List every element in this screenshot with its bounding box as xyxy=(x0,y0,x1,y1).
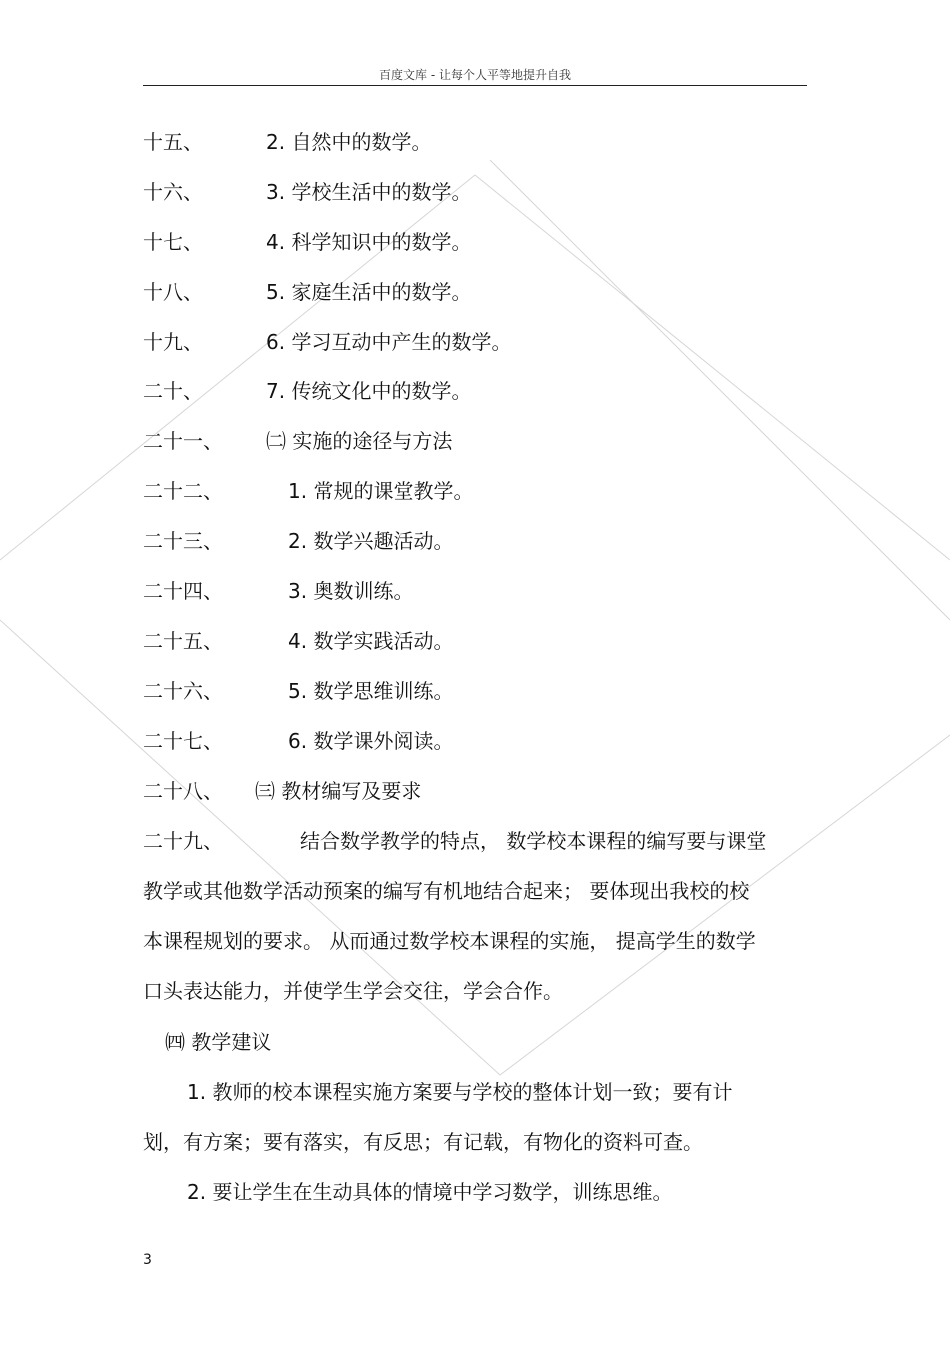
outline-row-12 xyxy=(143,679,453,703)
outline-number: 二十、 xyxy=(143,379,203,403)
outline-text: 4. 数学实践活动。 xyxy=(288,629,454,653)
outline-number: 二十九、 xyxy=(143,829,223,853)
outline-row-10 xyxy=(143,579,413,603)
outline-text: 6. 数学课外阅读。 xyxy=(288,729,454,753)
suggestion-line: 1. 教师的校本课程实施方案要与学校的整体计划一致；要有计 xyxy=(187,1080,733,1104)
outline-number: 十七、 xyxy=(143,230,203,254)
outline-text: ㈢ 教材编写及要求 xyxy=(255,779,422,803)
outline-number: 二十二、 xyxy=(143,479,223,503)
outline-number: 二十一、 xyxy=(143,429,223,453)
paragraph-line: 口头表达能力，并使学生学会交往，学会合作。 xyxy=(143,979,563,1003)
outline-row-4 xyxy=(143,280,471,304)
outline-text: 6. 学习互动中产生的数学。 xyxy=(266,330,512,354)
suggestion-line: 2. 要让学生在生动具体的情境中学习数学，训练思维。 xyxy=(187,1180,673,1204)
outline-text: 4. 科学知识中的数学。 xyxy=(266,230,472,254)
outline-number: 十九、 xyxy=(143,330,203,354)
outline-text: 5. 数学思维训练。 xyxy=(288,679,454,703)
outline-text: 2. 数学兴趣活动。 xyxy=(288,529,454,553)
paragraph-line: 教学或其他数学活动预案的编写有机地结合起来； 要体现出我校的校 xyxy=(143,879,750,903)
outline-number: 十五、 xyxy=(143,130,203,154)
header-rule xyxy=(143,85,807,86)
outline-text: 1. 常规的课堂教学。 xyxy=(288,479,474,503)
outline-row-1 xyxy=(143,130,431,154)
outline-row-3 xyxy=(143,230,471,254)
outline-number: 二十五、 xyxy=(143,629,223,653)
header-title: 百度文库 - 让每个人平等地提升自我 xyxy=(379,68,571,82)
outline-text: 2. 自然中的数学。 xyxy=(266,130,432,154)
outline-text: 3. 奥数训练。 xyxy=(288,579,414,603)
outline-number: 二十八、 xyxy=(143,779,223,803)
outline-row-13 xyxy=(143,729,453,753)
outline-row-6 xyxy=(143,379,471,403)
outline-row-15 xyxy=(143,829,766,853)
outline-row-14 xyxy=(143,779,421,803)
outline-text: 5. 家庭生活中的数学。 xyxy=(266,280,472,304)
outline-row-11 xyxy=(143,629,453,653)
paragraph-line: 本课程规划的要求。 从而通过数学校本课程的实施， 提高学生的数学 xyxy=(143,929,756,953)
outline-number: 十六、 xyxy=(143,180,203,204)
outline-row-2 xyxy=(143,180,471,204)
outline-text: 7. 传统文化中的数学。 xyxy=(266,379,472,403)
outline-number: 二十三、 xyxy=(143,529,223,553)
outline-text: 结合数学教学的特点， 数学校本课程的编写要与课堂 xyxy=(300,829,767,853)
outline-row-8 xyxy=(143,479,473,503)
outline-number: 二十七、 xyxy=(143,729,223,753)
outline-text: ㈡ 实施的途径与方法 xyxy=(266,429,453,453)
outline-text: 3. 学校生活中的数学。 xyxy=(266,180,472,204)
outline-row-7 xyxy=(143,429,452,453)
outline-row-5 xyxy=(143,330,511,354)
outline-row-9 xyxy=(143,529,453,553)
page-number: 3 xyxy=(143,1252,152,1268)
outline-number: 十八、 xyxy=(143,280,203,304)
section-heading: ㈣ 教学建议 xyxy=(165,1030,272,1054)
outline-number: 二十四、 xyxy=(143,579,223,603)
outline-number: 二十六、 xyxy=(143,679,223,703)
suggestion-line: 划，有方案；要有落实，有反思；有记载，有物化的资料可查。 xyxy=(143,1130,703,1154)
